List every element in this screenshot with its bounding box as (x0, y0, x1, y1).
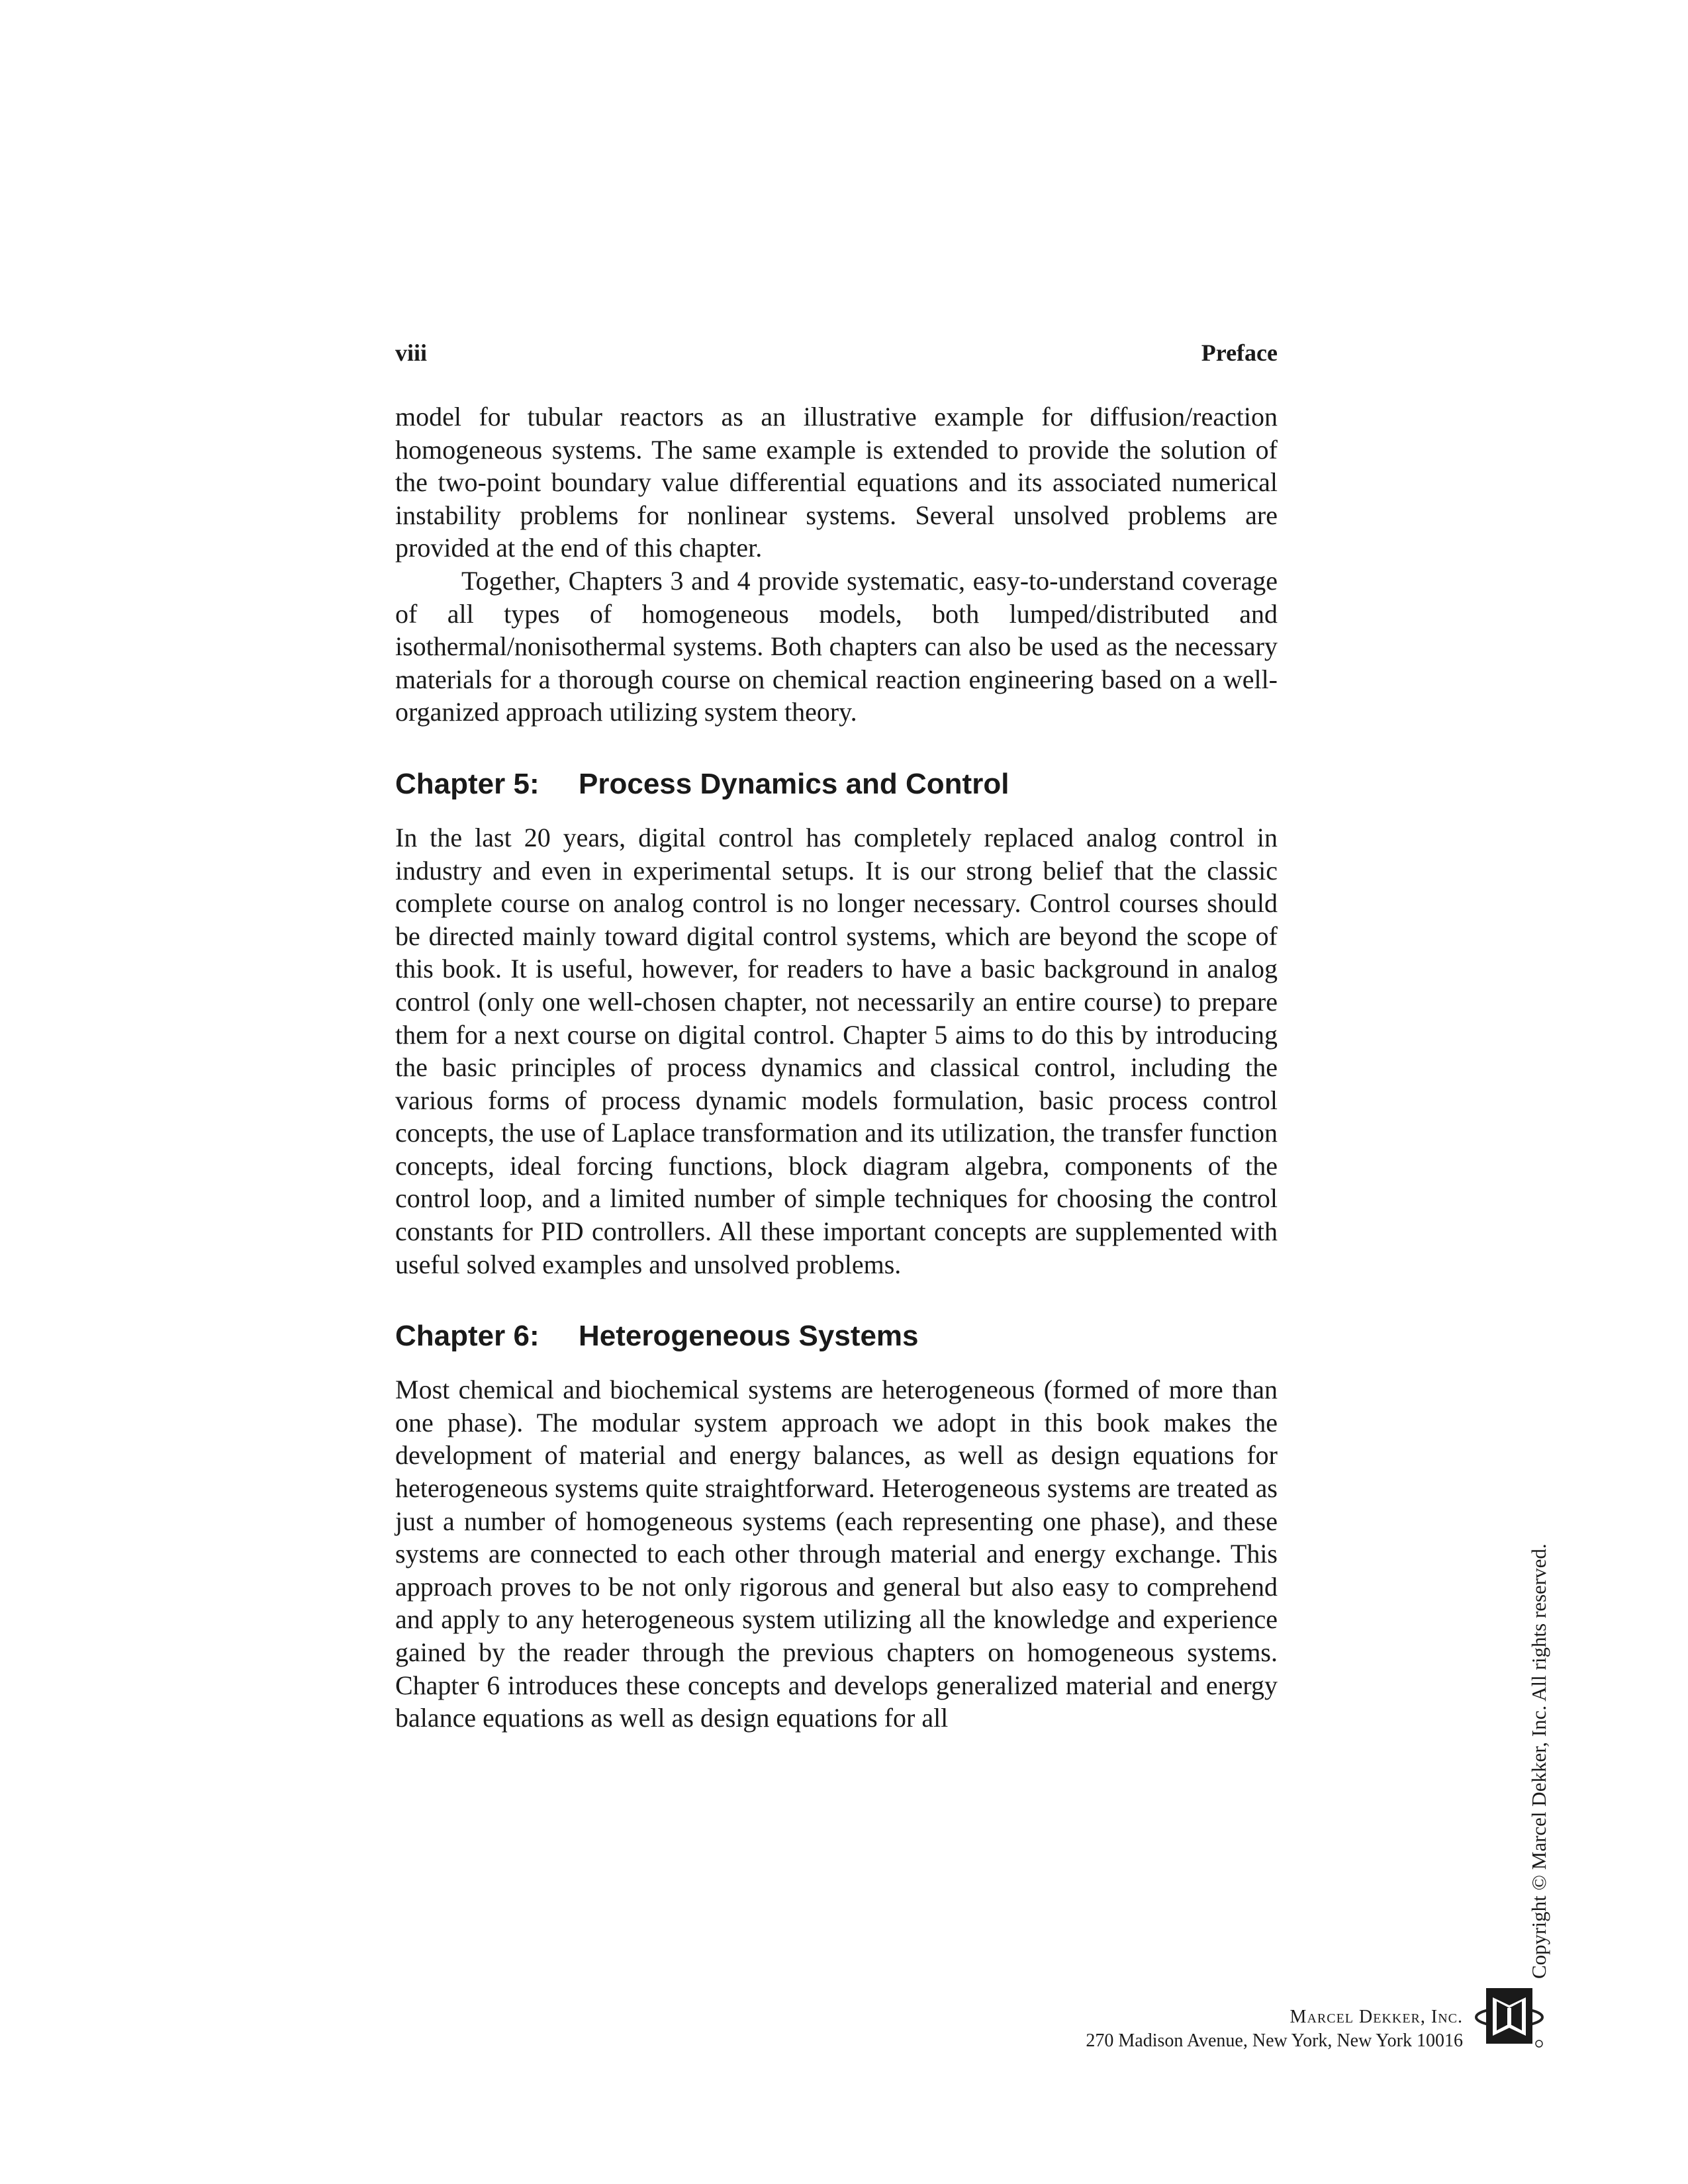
section-title: Preface (1201, 340, 1278, 366)
chapter-5-number: Chapter 5: (395, 767, 539, 800)
publisher-logo-icon (1473, 1979, 1546, 2052)
running-head (395, 336, 1278, 369)
chapter-6-title: Heterogeneous Systems (579, 1320, 919, 1353)
copyright-notice (1524, 1543, 1554, 1979)
chapter-5-title: Process Dynamics and Control (579, 767, 1009, 800)
publisher-imprint (1086, 2005, 1463, 2053)
publisher-address: 270 Madison Avenue, New York, New York 10016 (1086, 2030, 1463, 2051)
chapter-5-body: In the last 20 years, digital control has completely replaced analog control in industry and even in experimental setups. It is our strong belief that the classic complete course on analog control is no longer necessary. Control courses should be directed mainly toward digital control systems, which are beyond the scope of this book. It is useful, however, for readers to have a basic background in analog control (only one well-chosen chapter, not necessarily an entire course) to prepare them for a next course on digital control. Chapter 5 aims to do this by introducing the basic principles of process dynamics and classical control, including the various forms of process dynamic models formulation, basic process control concepts, the use of Laplace transformation and its utilization, the transfer function concepts, ideal forcing functions, block diagram algebra, components of the control loop, and a limited number of simple techniques for choosing the control constants for PID controllers. All these important concepts are supplemented with useful solved examples and unsolved problems. (395, 822, 1278, 1279)
chapter-6-body: Most chemical and biochemical systems are heterogeneous (formed of more than one phase). The modular system approach we adopt in this book makes the development of material and energy balances, as well as design equations for heterogeneous systems quite straightforward. Heterogeneous systems are treated as just a number of homogeneous systems (each representing one phase), and these systems are connected to each other through material and energy exchange. This approach proves to be not only rigorous and general but also easy to comprehend and apply to any heterogeneous system utilizing all the knowledge and experience gained by the reader through the previous chapters on homogeneous systems. Chapter 6 introduces these concepts and develops generalized material and energy balance equations as well as design equations for all (395, 1375, 1278, 1733)
chapter-6-heading (395, 1318, 1278, 1355)
page-number: viii (395, 340, 428, 366)
chapter-6-number: Chapter 6: (395, 1320, 539, 1353)
publisher-name: Marcel Dekker, Inc. (1289, 2007, 1463, 2027)
publisher-logo-graphic (1473, 1979, 1546, 2052)
main-text (395, 400, 1278, 1735)
copyright-text: Copyright © Marcel Dekker, Inc. All rights reserved. (1527, 1543, 1550, 1979)
chapter-5-heading (395, 766, 1278, 803)
paragraph: model for tubular reactors as an illustrative example for diffusion/reaction homogeneous systems. The same example is extended to provide the solution of the two-point boundary value differential equations and its associated numerical instability problems for nonlinear systems. Several unsolved problems are provided at the end of this chapter. (395, 402, 1278, 563)
paragraph: Together, Chapters 3 and 4 provide systematic, easy-to-understand coverage of all types of homogeneous models, both lumped/distributed and isothermal/nonisothermal systems. Both chapters can also be used as the necessary materials for a thorough course on chemical reaction engineering based on a well-organized approach utilizing system theory. (395, 565, 1278, 727)
